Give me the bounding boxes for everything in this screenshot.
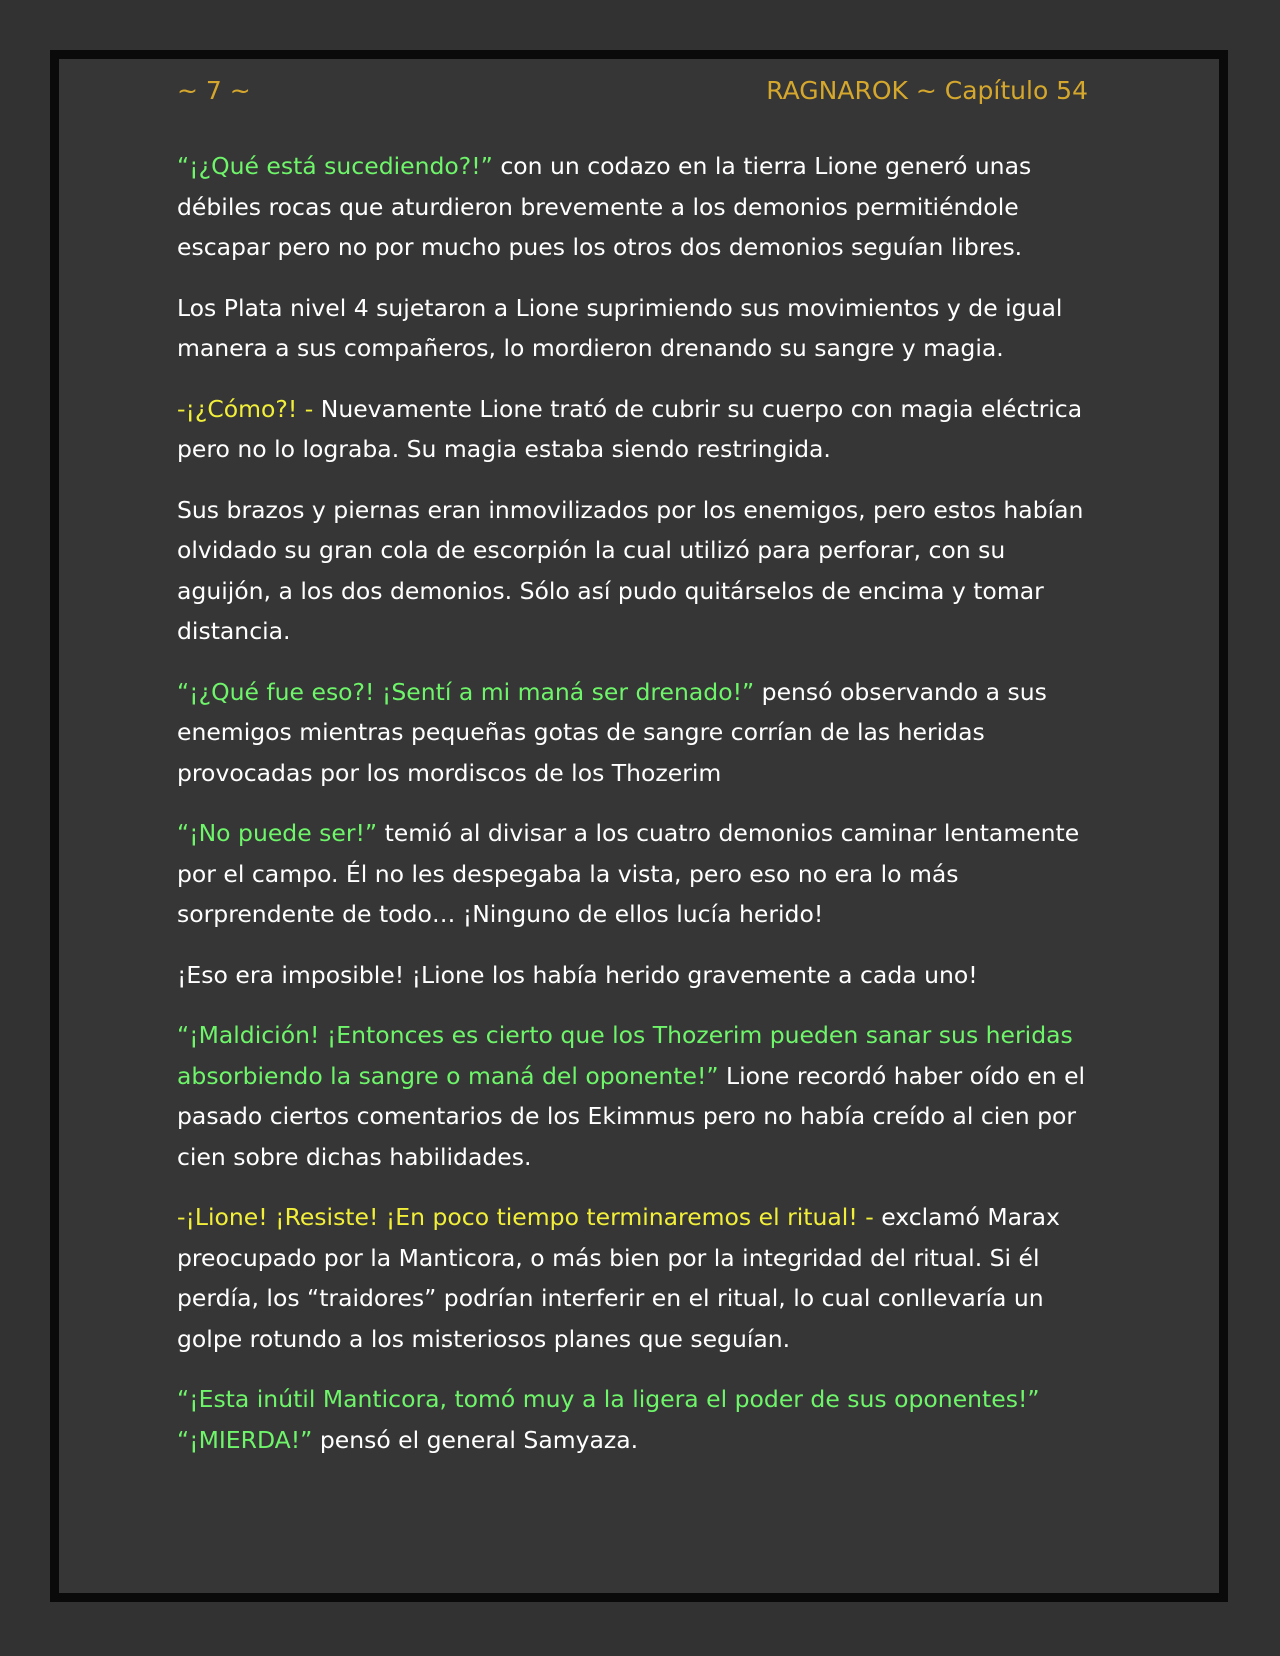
page-number: ~ 7 ~ xyxy=(177,76,251,105)
story-paragraph xyxy=(177,146,1102,268)
narration-text: temió al divisar a los cuatro demonios caminar lentamente por el campo. Él no les despegaba la vista, pero eso no era lo más sorprendente de todo… ¡Ninguno de ellos lucía herido! xyxy=(177,819,1080,928)
narration-text: Nuevamente Lione trató de cubrir su cuerpo con magia eléctrica pero no lo lograba. Su magia estaba siendo restringida. xyxy=(177,394,1083,463)
narration-text: Los Plata nivel 4 sujetaron a Lione suprimiendo sus movimientos y de igual manera a sus compañeros, lo mordieron drenando su sangre y magia. xyxy=(177,293,1063,362)
story-paragraph xyxy=(177,389,1102,470)
story-text xyxy=(177,146,1102,1480)
narration-text: Sus brazos y piernas eran inmovilizados por los enemigos, pero estos habían olvidado su gran cola de escorpión la cual utilizó para perforar, con su aguijón, a los dos demonios. Sólo así pudo quitárselos de encima y tomar distancia. xyxy=(177,495,1084,645)
story-paragraph xyxy=(177,955,1102,996)
story-paragraph xyxy=(177,288,1102,369)
story-paragraph xyxy=(177,1379,1102,1460)
story-paragraph xyxy=(177,1197,1102,1359)
thought-text: “¡¿Qué está sucediendo?!” xyxy=(177,152,493,180)
thought-text: “¡¿Qué fue eso?! ¡Sentí a mi maná ser drenado!” xyxy=(177,677,755,706)
story-paragraph xyxy=(177,813,1102,935)
narration-text: exclamó Marax preocupado por la Manticora, o más bien por la integridad del ritual. Si él perdía, los “traidores” podrían interferir en el ritual, lo cual conllevaría un golpe rotundo a los misteriosos planes que seguían. xyxy=(177,1203,1060,1353)
dialogue-text: -¡Lione! ¡Resiste! ¡En poco tiempo terminaremos el ritual! - xyxy=(177,1203,874,1231)
thought-text: “¡No puede ser!” xyxy=(177,819,378,847)
page-header xyxy=(177,76,1088,116)
dialogue-text: -¡¿Cómo?! - xyxy=(177,394,314,423)
thought-text: “¡Maldición! ¡Entonces es cierto que los Thozerim pueden sanar sus heridas absorbiendo la sangre o maná del oponente!” xyxy=(177,1021,1073,1090)
thought-text: “¡Esta inútil Manticora, tomó muy a la ligera el poder de sus oponentes!” “¡MIERDA!” xyxy=(177,1385,1040,1454)
narration-text: ¡Eso era imposible! ¡Lione los había herido gravemente a cada uno! xyxy=(177,960,978,989)
story-paragraph xyxy=(177,672,1102,794)
story-paragraph xyxy=(177,1015,1102,1177)
narration-text: con un codazo en la tierra Lione generó unas débiles rocas que aturdieron brevemente a los demonios permitiéndole escapar pero no por mucho pues los otros dos demonios seguían libres. xyxy=(177,152,1032,261)
running-title: RAGNAROK ~ Capítulo 54 xyxy=(766,76,1088,105)
story-paragraph xyxy=(177,490,1102,652)
narration-text: pensó observando a sus enemigos mientras pequeñas gotas de sangre corrían de las heridas provocadas por los mordiscos de los Thozerim xyxy=(177,677,1047,787)
narration-text: Lione recordó haber oído en el pasado ciertos comentarios de los Ekimmus pero no había creído al cien por cien sobre dichas habilidades. xyxy=(177,1061,1086,1171)
narration-text: pensó el general Samyaza. xyxy=(312,1425,639,1454)
